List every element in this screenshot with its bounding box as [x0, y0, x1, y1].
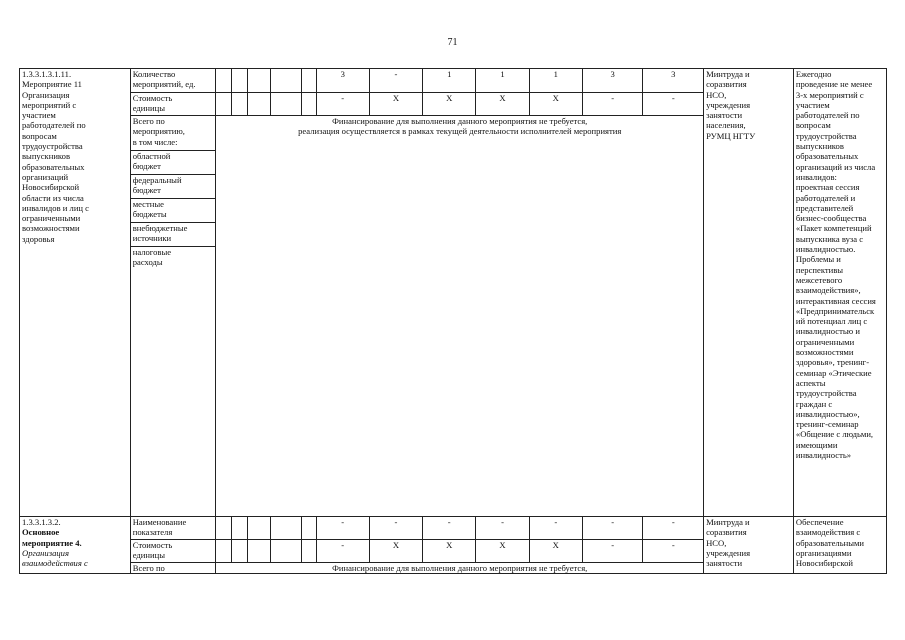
value-cell: - — [643, 540, 704, 563]
indicator-cell: Всего по мероприятию, в том числе: — [130, 116, 216, 151]
value-cell: 3 — [316, 69, 369, 93]
activity-subtitle: Организация взаимодействия с — [22, 547, 88, 569]
value-cell: 3 — [643, 69, 704, 93]
value-cell: - — [582, 93, 643, 116]
financing-note: Финансирование для выполнения данного мероприятия не требуется, реализация осуществляется в рамках текущей деятельности исполнителей мероприятия — [216, 116, 704, 517]
value-cell: - — [529, 517, 582, 540]
executors-cell: Минтруда и соразвития НСО, учреждения занятости — [704, 517, 794, 574]
value-cell: X — [423, 540, 476, 563]
indicator-cell: областной бюджет — [130, 151, 216, 175]
value-cell: 3 — [582, 69, 643, 93]
value-cell: - — [369, 517, 422, 540]
value-cell: - — [643, 93, 704, 116]
value-cell: X — [476, 93, 529, 116]
indicator-cell: Наименование показателя — [130, 517, 216, 540]
value-cell: - — [423, 517, 476, 540]
value-cell: X — [529, 93, 582, 116]
indicator-cell: Стоимость единицы — [130, 540, 216, 563]
value-cell: - — [582, 517, 643, 540]
result-cell: Ежегодно проведение не менее 3-х мероприятий с участием работодателей по вопросам трудоустройства выпускников образовательных организаций из числа инвалидов: проектная сессия работодателей и представителей бизнес-сообщества «Пакет компетенций выпускника вуза с инвалидностью. Проблемы и перспективы межсетевого взаимодействия», интерактивная сессия «Предпринимательск ий потенциал лиц с инвалидностью и ограниченными возможностями здоровья», тренинг- семинар «Этические аспекты трудоустройства граждан с инвалидностью», тренинг-семинар «Общение с людьми, имеющими инвалидность» — [793, 69, 886, 517]
activity-title: Основное мероприятие 4. — [22, 527, 82, 548]
value-cell: 1 — [476, 69, 529, 93]
indicator-cell: Стоимость единицы — [130, 93, 216, 116]
value-cell: X — [369, 540, 422, 563]
result-cell: Обеспечение взаимодействия с образовательными организациями Новосибирской — [793, 517, 886, 574]
indicator-cell: налоговые расходы — [130, 247, 216, 517]
value-cell: - — [316, 93, 369, 116]
indicator-cell: Всего по — [130, 563, 216, 574]
indicator-cell: внебюджетные источники — [130, 223, 216, 247]
value-cell: - — [582, 540, 643, 563]
value-cell: X — [529, 540, 582, 563]
table-row — [20, 517, 887, 540]
activity-name — [20, 517, 131, 574]
indicator-cell: местные бюджеты — [130, 199, 216, 223]
value-cell: 1 — [529, 69, 582, 93]
activity-code: 1.3.3.1.3.2. — [22, 517, 61, 527]
program-table — [19, 68, 887, 574]
table-row — [20, 69, 887, 93]
indicator-cell: Количество мероприятий, ед. — [130, 69, 216, 93]
value-cell: X — [476, 540, 529, 563]
value-cell: - — [476, 517, 529, 540]
value-cell: 1 — [423, 69, 476, 93]
indicator-cell: федеральный бюджет — [130, 175, 216, 199]
financing-note: Финансирование для выполнения данного мероприятия не требуется, — [216, 563, 704, 574]
value-cell: - — [369, 69, 422, 93]
value-cell: - — [643, 517, 704, 540]
value-cell: - — [316, 517, 369, 540]
activity-name: 1.3.3.1.3.1.11. Мероприятие 11 Организация мероприятий с участием работодателей по вопросам трудоустройства выпускников образовательных организаций Новосибирской области из числа инвалидов и лиц с ограниченными возможностями здоровья — [20, 69, 131, 517]
value-cell: - — [316, 540, 369, 563]
executors-cell: Минтруда и соразвития НСО, учреждения занятости населения, РУМЦ НГТУ — [704, 69, 794, 517]
page-number: 71 — [447, 37, 458, 48]
value-cell: X — [369, 93, 422, 116]
value-cell: X — [423, 93, 476, 116]
